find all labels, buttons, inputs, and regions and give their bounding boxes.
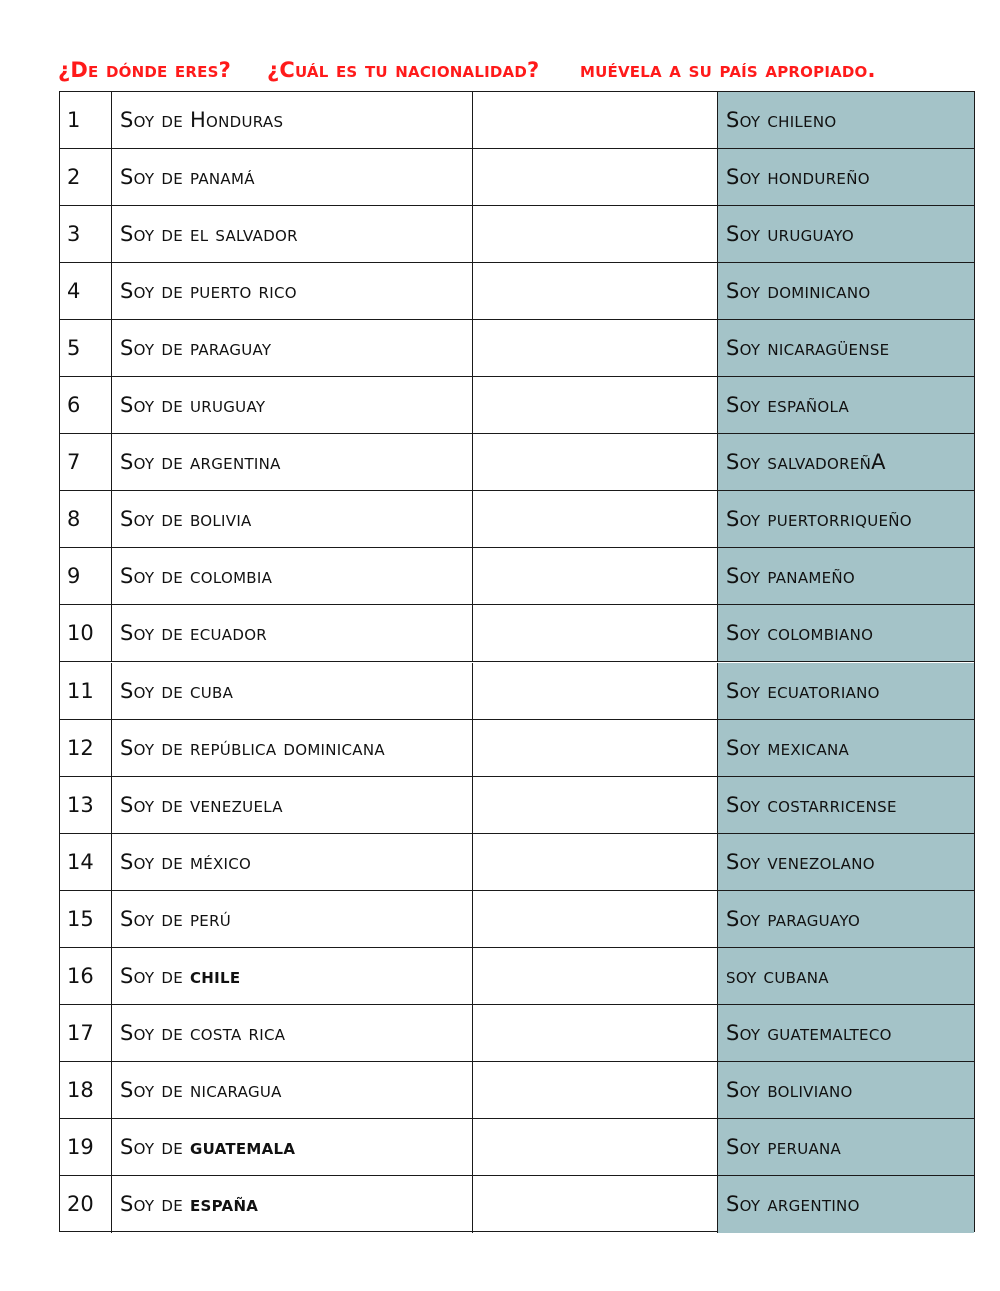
nationality-draggable[interactable]: Soy venezolano: [718, 834, 974, 890]
country-cell: Soy de el salvador: [112, 206, 473, 262]
row-number: 11: [60, 663, 112, 719]
table-row: [60, 149, 974, 206]
country-cell: Soy de nicaragua: [112, 1062, 473, 1118]
row-number: 14: [60, 834, 112, 890]
row-number: 12: [60, 720, 112, 776]
nationality-draggable[interactable]: Soy argentino: [718, 1176, 974, 1233]
row-number: 20: [60, 1176, 112, 1233]
table-row: [60, 834, 974, 891]
nationality-draggable[interactable]: soy cubana: [718, 948, 974, 1004]
country-cell: Soy de colombia: [112, 548, 473, 604]
answer-drop-zone[interactable]: [473, 434, 718, 490]
table-row: [60, 1005, 974, 1062]
table-row: [60, 720, 974, 777]
row-number: 7: [60, 434, 112, 490]
header-question-origin: ¿De dónde eres?: [58, 58, 231, 82]
matching-table: [59, 91, 975, 1232]
answer-drop-zone[interactable]: [473, 548, 718, 604]
table-row: [60, 891, 974, 948]
row-number: 13: [60, 777, 112, 833]
country-cell: Soy de venezuela: [112, 777, 473, 833]
table-row: [60, 434, 974, 491]
country-cell: Soy de paraguay: [112, 320, 473, 376]
row-number: 4: [60, 263, 112, 319]
nationality-draggable[interactable]: Soy puertorriqueño: [718, 491, 974, 547]
worksheet-header: [58, 58, 978, 90]
table-row: [60, 1062, 974, 1119]
answer-drop-zone[interactable]: [473, 720, 718, 776]
country-cell: Soy de argentina: [112, 434, 473, 490]
row-number: 5: [60, 320, 112, 376]
table-row: [60, 491, 974, 548]
answer-drop-zone[interactable]: [473, 605, 718, 661]
nationality-draggable[interactable]: Soy costarricense: [718, 777, 974, 833]
row-number: 1: [60, 92, 112, 148]
country-cell: Soy de Honduras: [112, 92, 473, 148]
answer-drop-zone[interactable]: [473, 206, 718, 262]
answer-drop-zone[interactable]: [473, 263, 718, 319]
country-cell: Soy de república dominicana: [112, 720, 473, 776]
country-cell: Soy de perú: [112, 891, 473, 947]
nationality-draggable[interactable]: Soy uruguayo: [718, 206, 974, 262]
table-row: [60, 948, 974, 1005]
answer-drop-zone[interactable]: [473, 834, 718, 890]
table-row: [60, 320, 974, 377]
nationality-draggable[interactable]: Soy colombiano: [718, 605, 974, 661]
row-number: 18: [60, 1062, 112, 1118]
country-cell: Soy de chile: [112, 948, 473, 1004]
table-row: [60, 92, 974, 149]
row-number: 17: [60, 1005, 112, 1061]
table-row: [60, 206, 974, 263]
table-row: [60, 605, 974, 662]
row-number: 19: [60, 1119, 112, 1175]
row-number: 8: [60, 491, 112, 547]
row-number: 10: [60, 605, 112, 661]
nationality-draggable[interactable]: Soy boliviano: [718, 1062, 974, 1118]
country-cell: Soy de méxico: [112, 834, 473, 890]
table-row: [60, 1119, 974, 1176]
nationality-draggable[interactable]: Soy mexicana: [718, 720, 974, 776]
row-number: 2: [60, 149, 112, 205]
answer-drop-zone[interactable]: [473, 491, 718, 547]
answer-drop-zone[interactable]: [473, 92, 718, 148]
table-row: [60, 777, 974, 834]
nationality-draggable[interactable]: Soy española: [718, 377, 974, 433]
country-cell: Soy de ecuador: [112, 605, 473, 661]
nationality-draggable[interactable]: Soy panameño: [718, 548, 974, 604]
nationality-draggable[interactable]: Soy hondureño: [718, 149, 974, 205]
row-number: 16: [60, 948, 112, 1004]
answer-drop-zone[interactable]: [473, 891, 718, 947]
row-number: 3: [60, 206, 112, 262]
country-cell: Soy de cuba: [112, 663, 473, 719]
row-number: 15: [60, 891, 112, 947]
country-cell: Soy de costa rica: [112, 1005, 473, 1061]
nationality-draggable[interactable]: Soy chileno: [718, 92, 974, 148]
nationality-draggable[interactable]: Soy paraguayo: [718, 891, 974, 947]
country-cell: Soy de bolivia: [112, 491, 473, 547]
nationality-draggable[interactable]: Soy ecuatoriano: [718, 663, 974, 719]
answer-drop-zone[interactable]: [473, 320, 718, 376]
country-cell: Soy de guatemala: [112, 1119, 473, 1175]
nationality-draggable[interactable]: Soy salvadoreñA: [718, 434, 974, 490]
nationality-draggable[interactable]: Soy guatemalteco: [718, 1005, 974, 1061]
answer-drop-zone[interactable]: [473, 948, 718, 1004]
answer-drop-zone[interactable]: [473, 1119, 718, 1175]
answer-drop-zone[interactable]: [473, 663, 718, 719]
table-row: [60, 377, 974, 434]
table-row: [60, 1176, 974, 1233]
table-row: [60, 663, 974, 720]
answer-drop-zone[interactable]: [473, 1176, 718, 1233]
country-cell: Soy de uruguay: [112, 377, 473, 433]
nationality-draggable[interactable]: Soy dominicano: [718, 263, 974, 319]
nationality-draggable[interactable]: Soy nicaragüense: [718, 320, 974, 376]
row-number: 9: [60, 548, 112, 604]
nationality-draggable[interactable]: Soy peruana: [718, 1119, 974, 1175]
answer-drop-zone[interactable]: [473, 377, 718, 433]
table-row: [60, 263, 974, 320]
row-number: 6: [60, 377, 112, 433]
answer-drop-zone[interactable]: [473, 149, 718, 205]
answer-drop-zone[interactable]: [473, 1062, 718, 1118]
answer-drop-zone[interactable]: [473, 777, 718, 833]
country-cell: Soy de españa: [112, 1176, 473, 1233]
answer-drop-zone[interactable]: [473, 1005, 718, 1061]
country-cell: Soy de puerto rico: [112, 263, 473, 319]
country-cell: Soy de panamá: [112, 149, 473, 205]
header-instruction: muévela a su país apropiado.: [580, 58, 876, 82]
table-row: [60, 548, 974, 605]
header-question-nationality: ¿Cuál es tu nacionalidad?: [267, 58, 540, 82]
